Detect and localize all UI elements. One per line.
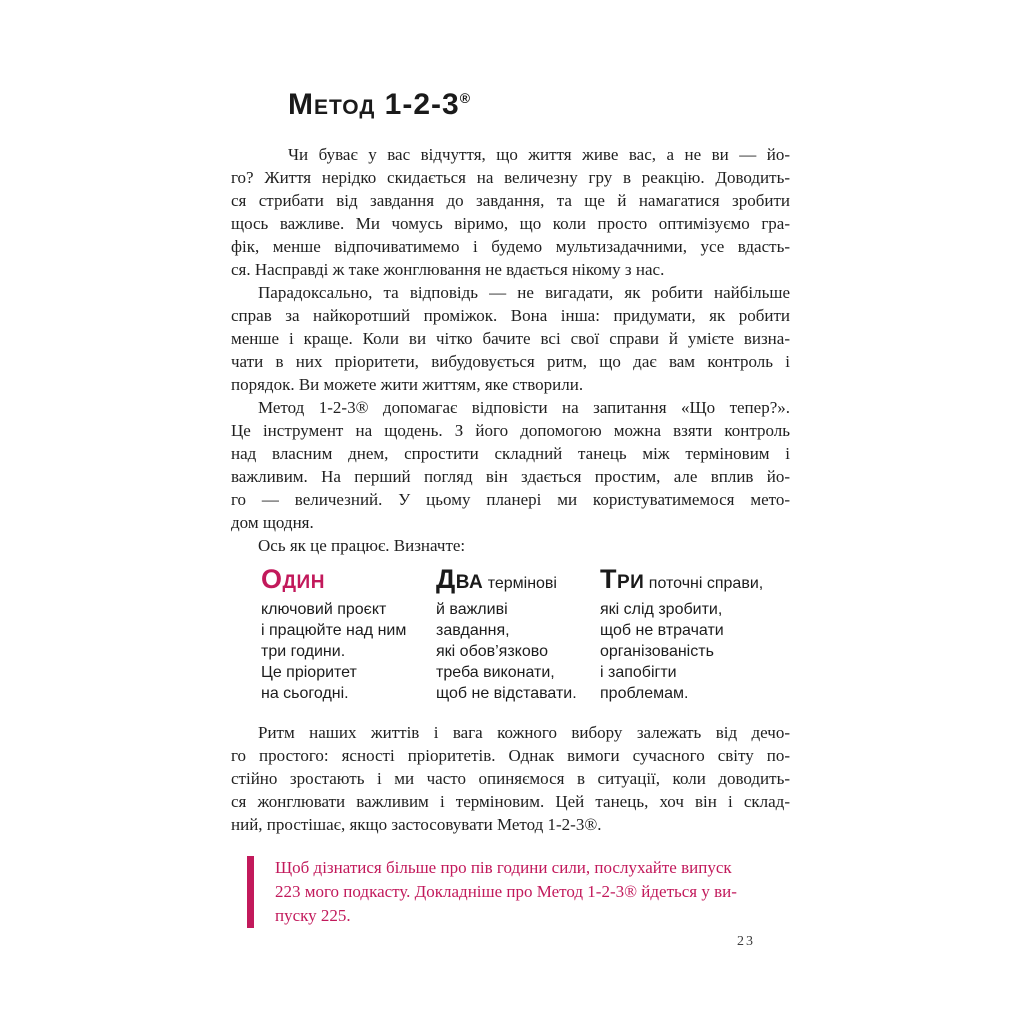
step-one-heading-line bbox=[261, 564, 436, 599]
podcast-callout bbox=[247, 856, 790, 928]
text-line: Парадоксально, та відповідь — не вигадати, як робити найбільше bbox=[258, 283, 790, 302]
method-step-one bbox=[261, 564, 436, 704]
text-line: ся стрибати від завдання до завдання, та ще й намагатися зробити bbox=[231, 191, 790, 210]
paragraph-answer bbox=[231, 281, 790, 396]
text-line: і працюйте над ним bbox=[261, 622, 407, 639]
text-line: на сьогодні. bbox=[261, 685, 349, 702]
text-line: го — величезний. У цьому планері ми користуватимемося мето- bbox=[231, 490, 790, 509]
step-two-heading-line bbox=[436, 564, 600, 599]
text-line: над власним днем, спростити складний танець між терміновим і bbox=[231, 444, 790, 463]
text-line: ний, простішає, якщо застосовувати Метод 1-2-3®. bbox=[231, 815, 602, 834]
step-three-heading: Три bbox=[600, 564, 645, 594]
page-title-text: Метод 1-2-3 bbox=[288, 88, 460, 121]
paragraph-closing bbox=[231, 721, 790, 836]
step-one-heading: Один bbox=[261, 564, 325, 594]
text-line: Метод 1-2-3® допомагає відповісти на запитання «Що тепер?». bbox=[258, 398, 790, 417]
page-content bbox=[231, 80, 790, 928]
text-line: чати в них пріоритети, вибудовується ритм, що дає вам контроль і bbox=[231, 352, 790, 371]
page-number: 23 bbox=[737, 934, 755, 949]
method-step-three bbox=[600, 564, 790, 704]
text-line: Ритм наших життів і вага кожного вибору залежать від дечо- bbox=[258, 723, 790, 742]
text-line: пуску 225. bbox=[275, 906, 351, 925]
text-line: які обов’язково bbox=[436, 643, 548, 660]
text-line: Це інструмент на щодень. З його допомогою можна взяти контроль bbox=[231, 421, 790, 440]
step-three-heading-continuation: поточні справи, bbox=[648, 575, 764, 592]
step-two-heading-continuation: термінові bbox=[487, 575, 557, 592]
text-line: стійно зростають і ми часто опиняємося в ситуації, коли доводить- bbox=[231, 769, 790, 788]
text-line: го простого: ясності пріоритетів. Однак вимоги сучасного світу по- bbox=[231, 746, 790, 765]
text-line: важливим. На перший погляд він здається простим, але вплив йо- bbox=[231, 467, 790, 486]
callout-accent-bar bbox=[247, 856, 254, 928]
text-line: три години. bbox=[261, 643, 346, 660]
text-line: Чи буває у вас відчуття, що життя живе вас, а не ви — йо- bbox=[288, 145, 790, 164]
text-line: ся жонглювати важливим і терміновим. Цей танець, хоч він і склад- bbox=[231, 792, 790, 811]
text-line: які слід зробити, bbox=[600, 601, 723, 618]
text-line: дом щодня. bbox=[231, 513, 314, 532]
text-line: 223 мого подкасту. Докладніше про Метод 1-2-3® йдеться у ви- bbox=[275, 882, 737, 901]
text-line: порядок. Ви можете жити життям, яке створили. bbox=[231, 375, 584, 394]
text-line: Ось як це працює. Визначте: bbox=[258, 536, 466, 555]
callout-text bbox=[275, 856, 737, 928]
paragraph-method bbox=[231, 396, 790, 534]
text-line: Це пріоритет bbox=[261, 664, 357, 681]
paragraph-lead-in bbox=[231, 534, 790, 557]
text-line: завдання, bbox=[436, 622, 510, 639]
method-step-two bbox=[436, 564, 600, 704]
page-title bbox=[231, 80, 790, 123]
text-line: і запобігти bbox=[600, 664, 677, 681]
text-line: Щоб дізнатися більше про пів години сили, послухайте випуск bbox=[275, 858, 732, 877]
registered-trademark: ® bbox=[459, 90, 471, 106]
text-line: треба виконати, bbox=[436, 664, 555, 681]
text-line: проблемам. bbox=[600, 685, 689, 702]
text-line: фік, менше відпочиватимемо і будемо мультизадачними, усе вдасть- bbox=[231, 237, 790, 256]
step-three-heading-line bbox=[600, 564, 790, 599]
method-steps bbox=[231, 564, 790, 704]
text-line: ключовий проєкт bbox=[261, 601, 387, 618]
text-line: організованість bbox=[600, 643, 714, 660]
text-line: щоб не втрачати bbox=[600, 622, 724, 639]
text-line: ся. Насправді ж таке жонглювання не вдається нікому з нас. bbox=[231, 260, 665, 279]
text-line: справ за найкоротший проміжок. Вона інша: придумати, як робити bbox=[231, 306, 790, 325]
paragraph-intro bbox=[231, 143, 790, 281]
text-line: щось важливе. Ми чомусь віримо, що коли просто оптимізуємо гра- bbox=[231, 214, 790, 233]
text-line: й важливі bbox=[436, 601, 508, 618]
text-line: щоб не відставати. bbox=[436, 685, 577, 702]
text-line: го? Життя нерідко скидається на величезну гру в реакцію. Доводить- bbox=[231, 168, 790, 187]
text-line: менше і краще. Коли ви чітко бачите всі свої справи й умієте визна- bbox=[231, 329, 790, 348]
step-two-heading: Два bbox=[436, 564, 484, 594]
